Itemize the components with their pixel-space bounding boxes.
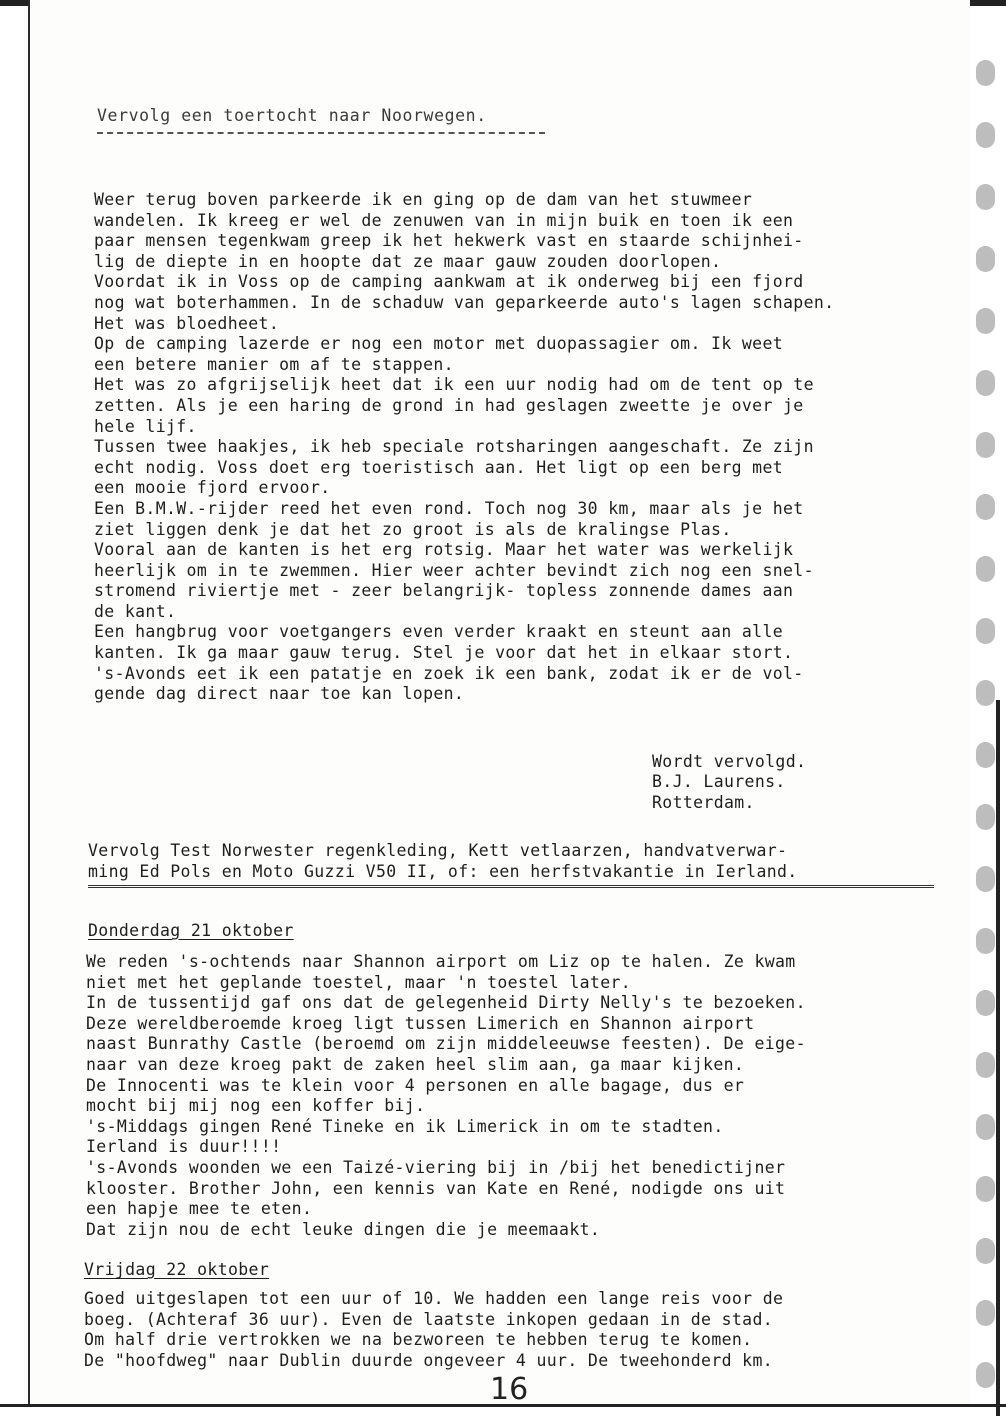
friday-body: Goed uitgeslapen tot een uur of 10. We hadden een lange reis voor de boeg. (Achteraf 36 uur). Even de laatste inkopen gedaan in de stad. Om half drie vertrokken we na bezworeen te hebben terug te komen. De "hoofdweg" naar Dublin duurde ongeveer 4 uur. De tweehonderd km. <box>84 1289 784 1370</box>
punch-hole-icon <box>976 804 995 830</box>
punch-hole-icon <box>976 990 995 1016</box>
punch-hole-icon <box>976 928 995 954</box>
punch-hole-icon <box>976 866 995 892</box>
punch-hole-icon <box>976 432 995 458</box>
punch-hole-icon <box>976 1238 995 1264</box>
article-1-title: Vervolg een toertocht naar Noorwegen. <box>97 106 487 125</box>
thursday-body: We reden 's-ochtends naar Shannon airport om Liz op te halen. Ze kwam niet met het geplande toestel, maar 'n toestel later. In de tussentijd gaf ons dat de gelegenheid Dirty Nelly's te bezoeken. Deze wereldberoemde kroeg ligt tussen Limerich en Shannon airport naast Bunrathy Castle (beroemd om zijn middeleeuwse feesten). De eige- naar van deze kroeg pakt de zaken heel slim aan, ga maar kijken. De Innocenti was te klein voor 4 personen en alle bagage, dus er mocht bij mij nog een koffer bij. 's-Middags gingen René Tineke en ik Limerick in om te stadten. Ierland is duur!!!! 's-Avonds woonden we een Taizé-viering bij in /bij het benedictijner klooster. Brother John, een kennis van Kate en René, nodigde ons uit een hapje mee te eten. Dat zijn nou de echt leuke dingen die je meemaakt. <box>86 952 806 1239</box>
punch-hole-icon <box>976 618 995 644</box>
punch-hole-icon <box>976 246 995 272</box>
page-number: 16 <box>490 1372 529 1407</box>
punch-hole-icon <box>976 680 995 706</box>
punch-hole-icon <box>976 60 995 86</box>
punch-hole-icon <box>976 1114 995 1140</box>
punch-hole-icon <box>976 556 995 582</box>
day-heading-friday: Vrijdag 22 oktober <box>84 1260 270 1279</box>
punch-hole-icon <box>976 122 995 148</box>
page-edge <box>996 700 1000 1416</box>
article-1-body: Weer terug boven parkeerde ik en ging op de dam van het stuwmeer wandelen. Ik kreeg er wel de zenuwen van in mijn buik en toen ik een paar mensen tegenkwam greep ik het hekwerk vast en staarde schijnhei- lig de diepte in en hoopte dat ze maar gauw zouden doorlopen. Voordat ik in Voss op de camping aankwam at ik onderweg bij een fjord nog wat boterhammen. In de schaduw van geparkeerde auto's lagen schapen. Het was bloedheet. Op de camping lazerde er nog een motor met duopassagier om. Ik weet een betere manier om af te stappen. Het was zo afgrijselijk heet dat ik een uur nodig had om de tent op te zetten. Als je een haring de grond in had geslagen zweette je over je hele lijf. Tussen twee haakjes, ik heb speciale rotsharingen aangeschaft. Ze zijn echt nodig. Voss doet erg toeristisch aan. Het ligt op een berg met een mooie fjord ervoor. Een B.M.W.-rijder reed het even rond. Toch nog 30 km, maar als je het ziet liggen denk je dat het zo groot is als de kralingse Plas. Vooral aan de kanten is het erg rotsig. Maar het water was werkelijk heerlijk om in te zwemmen. Hier weer achter bevindt zich nog een snel- stromend riviertje met - zeer belangrijk- topless zonnende dames aan de kant. Een hangbrug voor voetgangers even verder kraakt en steunt aan alle kanten. Ik ga maar gauw terug. Stel je voor dat het in elkaar stort. 's-Avonds eet ik een patatje en zoek ik een bank, zodat ik er de vol- gende dag direct naar toe kan lopen. <box>94 190 835 704</box>
punch-hole-icon <box>976 1176 995 1202</box>
punch-hole-icon <box>976 1300 995 1326</box>
punch-hole-icon <box>976 370 995 396</box>
day-heading-thursday: Donderdag 21 oktober <box>88 921 294 940</box>
author-signature: Wordt vervolgd. B.J. Laurens. Rotterdam. <box>652 751 807 812</box>
title-underline <box>97 132 545 134</box>
punch-hole-icon <box>976 742 995 768</box>
punch-hole-icon <box>976 1052 995 1078</box>
binder-holes <box>976 60 996 1410</box>
punch-hole-icon <box>976 184 995 210</box>
title-double-rule <box>88 885 934 888</box>
article-2-title: Vervolg Test Norwester regenkleding, Kett vetlaarzen, handvatverwar- ming Ed Pols en Moto Guzzi V50 II, of: een herfstvakantie in Ierland. <box>88 841 798 881</box>
punch-hole-icon <box>976 494 995 520</box>
punch-hole-icon <box>976 308 995 334</box>
punch-hole-icon <box>976 1362 995 1388</box>
